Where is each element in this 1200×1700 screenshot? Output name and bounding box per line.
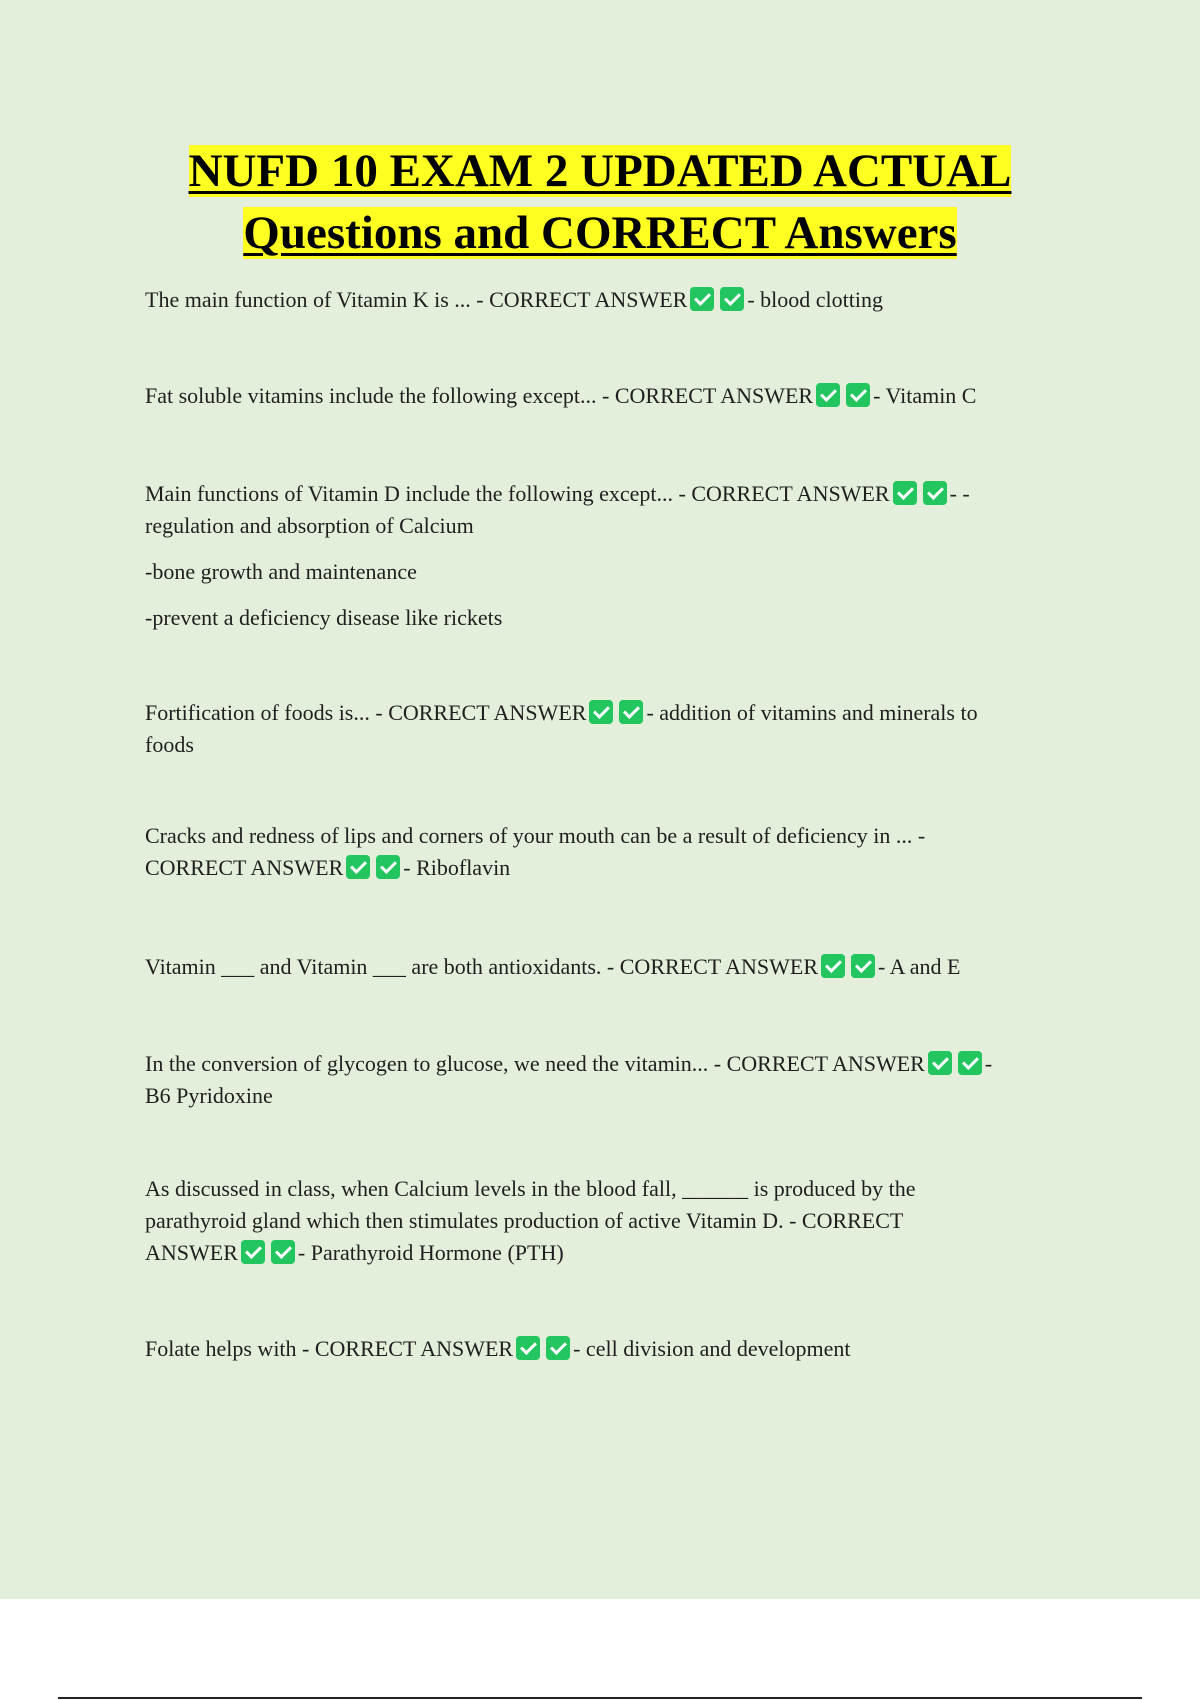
qa-item: [145, 1173, 1080, 1269]
answer-text: - A and E: [878, 954, 961, 979]
answer-text: - Parathyroid Hormone (PTH): [297, 1240, 564, 1265]
check-box-icon: [271, 1240, 295, 1264]
qa-item: [145, 951, 1080, 983]
question-text: Folate helps with - CORRECT ANSWER: [145, 1336, 514, 1361]
check-box-icon: [821, 954, 845, 978]
answer-text: - blood clotting: [747, 287, 883, 312]
question-text: Cracks and redness of lips and corners of your mouth can be a result of deficiency in ... -: [145, 823, 926, 848]
question-text: As discussed in class, when Calcium levels in the blood fall, ______ is produced by the: [145, 1176, 916, 1201]
question-text: The main function of Vitamin K is ... - CORRECT ANSWER: [145, 287, 688, 312]
qa-item: [145, 1048, 1080, 1112]
check-box-icon: [846, 383, 870, 407]
question-text: parathyroid gland which then stimulates production of active Vitamin D. - CORRECT: [145, 1208, 904, 1233]
answer-continuation: foods: [145, 732, 194, 757]
qa-item: [145, 284, 1080, 316]
check-box-icon: [619, 700, 643, 724]
qa-item: [145, 1333, 1080, 1365]
check-box-icon: [346, 855, 370, 879]
check-box-icon: [958, 1051, 982, 1075]
check-box-icon: [893, 481, 917, 505]
question-text: Main functions of Vitamin D include the following except... - CORRECT ANSWER: [145, 481, 890, 506]
answer-detail: -bone growth and maintenance: [145, 559, 417, 584]
check-box-icon: [851, 954, 875, 978]
question-text: CORRECT ANSWER: [145, 855, 344, 880]
check-box-icon: [816, 383, 840, 407]
check-box-icon: [923, 481, 947, 505]
answer-text: - addition of vitamins and minerals to: [646, 700, 978, 725]
answer-text: - -: [949, 481, 970, 506]
answer-continuation: B6 Pyridoxine: [145, 1083, 273, 1108]
answer-continuation: regulation and absorption of Calcium: [145, 513, 474, 538]
answer-text: - Vitamin C: [873, 383, 977, 408]
answer-detail: -prevent a deficiency disease like rickets: [145, 605, 503, 630]
question-text: Vitamin ___ and Vitamin ___ are both antioxidants. - CORRECT ANSWER: [145, 954, 818, 979]
question-text: Fortification of foods is... - CORRECT ANSWER: [145, 700, 587, 725]
check-box-icon: [928, 1051, 952, 1075]
check-box-icon: [720, 287, 744, 311]
check-box-icon: [241, 1240, 265, 1264]
answer-text: -: [984, 1051, 993, 1076]
question-text: ANSWER: [145, 1240, 238, 1265]
answer-text: - cell division and development: [573, 1336, 851, 1361]
qa-item: [145, 380, 1080, 412]
question-text: In the conversion of glycogen to glucose, we need the vitamin... - CORRECT ANSWER: [145, 1051, 925, 1076]
check-box-icon: [516, 1336, 540, 1360]
title-line-2: Questions and CORRECT Answers: [243, 207, 957, 259]
footer-divider: [58, 1697, 1142, 1699]
qa-item: [145, 697, 1080, 761]
qa-item: [145, 478, 1080, 634]
answer-text: - Riboflavin: [403, 855, 511, 880]
check-box-icon: [376, 855, 400, 879]
document-title: [60, 140, 1140, 264]
check-box-icon: [589, 700, 613, 724]
question-text: Fat soluble vitamins include the following except... - CORRECT ANSWER: [145, 383, 814, 408]
check-box-icon: [690, 287, 714, 311]
check-box-icon: [546, 1336, 570, 1360]
qa-item: [145, 820, 1080, 884]
title-line-1: NUFD 10 EXAM 2 UPDATED ACTUAL: [188, 145, 1012, 197]
